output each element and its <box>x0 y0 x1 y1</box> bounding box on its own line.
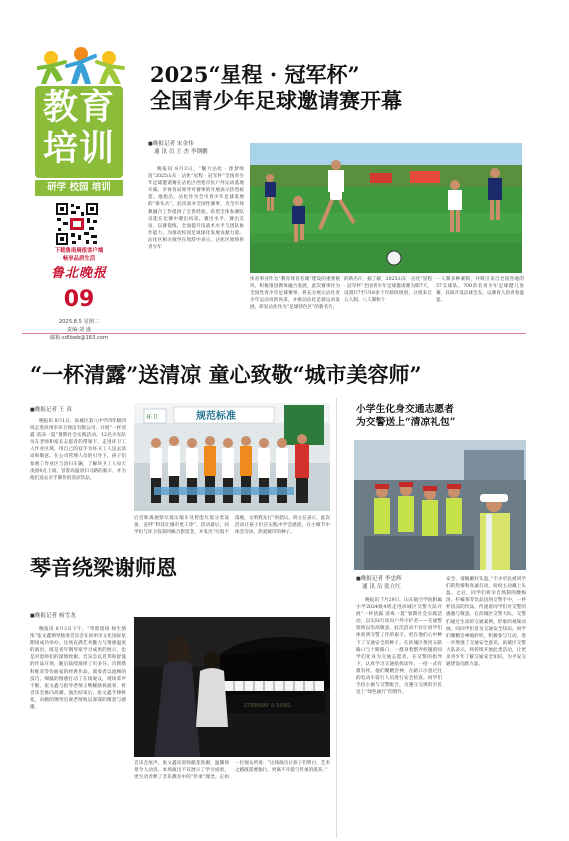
qr-caption <box>35 248 123 263</box>
issue-weekday: 星期二 <box>83 319 100 325</box>
children-logo-icon <box>37 44 125 86</box>
article1-col4: 一人制多种赛制，共吸引来自全国各地的57支球队、700余名青少年足球健儿参赛，其间开设沾球会友、以赛育人的青春盛宴。 <box>436 277 524 304</box>
article1-byline <box>148 140 244 156</box>
article4-col2: 音乐会尾声，张文鑫向恩师献花致谢，温馨场景令人动容。本场演出不仅展示了学习成果，更生动诠释了音乐教育中的“传承”理念。正如一位观众所说：“这场演出让孩子们明白，艺术之路既需要独行，更离不开爱与传承的滋养。” <box>134 761 330 781</box>
qr-code[interactable] <box>55 202 99 246</box>
article3-headline-line1: 小学生化身交通志愿者 <box>356 404 454 415</box>
issue-email: 邮箱:sdlbwb@163.com <box>49 335 109 341</box>
article-divider-vertical <box>336 398 337 838</box>
qr-caption-line2: 畅享品质生活 <box>62 255 96 262</box>
article4-headline: 琴音绕梁谢师恩 <box>30 555 177 580</box>
article4-byline: ■晚报记者 杨雪龙 <box>30 613 76 619</box>
article1-headline-line1: 2025“星程 · 冠军杯” <box>150 62 360 87</box>
football-photo <box>250 143 522 273</box>
article3-headline <box>356 403 526 429</box>
section-title-line1: 教育 <box>42 88 115 128</box>
article4-col1: 晚报讯 8月3日下午，“琴韵悠扬 师生情浓”张文鑫钢琴独奏音乐会在滨州市文化国际星期场成功举办。这场充满艺术魅力与情感温度的演出，既是青年钢琴家学习成果的展示，也是对恩师们的深情致谢。音乐会以肖邦和舒曼的作品开场，随后陆续演绎了贝多芬、肖斯塔科维奇等作曲家的经典作品。演奏者以流畅的技巧、细腻的情感打动了在场观众，现场掌声不断。张文鑫与指导老师王继婉联袂演奏，将音乐会推向高潮。演出结束后，张文鑫手捧鲜花，向她的钢琴启蒙老师致以深深的敬意与感谢。 <box>30 627 126 711</box>
article2-col1: 晚报讯 8月1日，滨城区第八中学四年级四班走进滨州市环卫保洁有限公司，开展“一杯清露 清凉一夏”暑期社会实践活动。12名少先队员在老师和家长志愿者的带领下，走进环卫工人作业区域，用自己的双手为环卫工人送去清凉和敬意。在公司管理人员的引导下，孩子们参观了作业区与清扫车辆，了解环卫工人每天凌晨4点上岗、冒着高温清扫马路的艰辛，并为他们送去亲手制作的清凉饮品。 <box>30 419 126 481</box>
article3-col2: 安全、请佩戴好头盔。”不少市民被同学们的热情和真诚打动，纷纷主动戴上头盔。之后，同学们将亲自熬制的酸梅汤、柠檬茶等饮品送到交警手中，一杯杯清凉的饮品，传递着同学们对交警的感激与敬意。在滨城区交警大队，交警们通过生动的交通案例、形象的视频动画，向同学们普及交通安全知识。同学们聚精会神地聆听，积极参与互动，进一步增强了交通安全意识。滨城区交警大队表示，将持续开展此类活动，让更多青少年了解交通安全知识，为平安交通建设贡献力量。 <box>446 577 526 668</box>
section-title <box>37 88 121 170</box>
section-divider <box>22 333 526 334</box>
article2-col2: 后近距离观察垃圾压缩车及智能垃圾分类设备，直呼“科技让城市更干净”。活动最后，同学们与环卫叔叔阿姨合影留念，并发出“垃圾不落地，文明我先行”的倡议。班主任表示，此次活动让孩子们在实践中学会感恩，在小细节中体会劳动、热爱城市的种子。 <box>134 516 330 536</box>
section-title-line2: 培训 <box>42 129 115 169</box>
article2-byline: ■晚报记者 王 真 <box>30 407 72 413</box>
article1-col3: 的新名片。据了解，2025山东 · 沾化“星程 · 冠军杯”全国青少年足球邀请赛为期7天，设置U7至U18多个年龄段组别，分别来自五人制、八人制和十 <box>344 277 432 304</box>
article3-byline <box>356 575 442 591</box>
sign-text: 环卫 <box>146 414 159 421</box>
article1-byline1: ■晚报记者 宋金伟 <box>148 141 194 147</box>
traffic-police-photo <box>354 440 526 570</box>
article1-col1: 晚报讯 8月3日，“魅力沾化 · 逐梦绿茵”2025山东 · 沾化“星程 · 冠军杯”全国青少年足球邀请赛在沾化区西苑市民户外运动基地开幕。市体育局领导对赛事的开展表示热烈祝贺。他指出，沾化作为全市青少年足球发展的“排头兵”，此次承办全国性赛事，为全市体教融合工作提供了宝贵经验。希望全体参赛队员能在比赛中赛出风采、赛出水平、赛出友谊，以赛促练，全面提升技战术水平与团队协作能力，为推动校园足球深化发展贡献力量。沾化区相关领导在致辞中表示，沾化区始终将青少年 <box>148 167 244 251</box>
page-number: 09 <box>63 287 95 312</box>
article3-col1: 晚报讯 7月29日，山东航空学院附属小学2024级4班走进滨城区交警大队开展“一杯清露 清爽一夏”暑期社会实践活动，以实际行动向户外守护者——交通警察致以崇高敬意。此次活动不仅让同学们体验到交警工作的艰辛，更在他们心中种下了交通安全的种子。在滨城区黄河五路路口与十路路口，一群身着整齐校服的同学们化身为交通志愿者，在交警的指导下，认真学习交通指挥动作。一招一式有模有样。他们聚精会神，在路口示意过往的电动车骑行人员进行安全检查。同学们手持小旗与交警配合，为遵守交规的市民送上“绿色通行”的赞许。 <box>356 598 442 696</box>
article3-byline2: 通 讯 员 张立红 <box>362 584 401 590</box>
article2-headline: “一杯清露”送清凉 童心致敬“城市美容师” <box>30 362 422 387</box>
paper-name-logo: 鲁北晚报 <box>50 266 107 281</box>
piano-photo <box>134 617 330 757</box>
issue-editor: 责编:刘 盛 <box>66 327 92 333</box>
banner-text: 规范标准 <box>196 411 236 422</box>
article3-headline-line2: 为交警送上“清凉礼包” <box>356 417 456 428</box>
article1-col2: 体育事业作为“教育体育名城”建设的重要板块，积极推进教体融合发展，此次赛事作为全国性青少年足球赛事，将充分展示沾化青少年运动员的风采，并推动沾化足球运动发展，彰显沾化作为“足球特色区”的新名片。 <box>250 277 340 311</box>
issue-date: 2025.8.5 <box>58 319 82 325</box>
article1-byline2: 通 讯 员 王 杰 李钢鹏 <box>154 149 208 155</box>
section-masthead <box>25 42 125 362</box>
sanitation-photo <box>134 403 330 511</box>
article3-byline1: ■晚报记者 李忠辉 <box>356 576 402 582</box>
section-subtitle: 研学 校园 培训 <box>35 180 123 196</box>
article1-headline-line2: 全国青少年足球邀请赛开幕 <box>150 88 402 113</box>
qr-caption-line1: 下载鲁南晨报客户端 <box>54 248 104 254</box>
issue-info <box>37 318 121 342</box>
article1-headline <box>150 62 510 114</box>
